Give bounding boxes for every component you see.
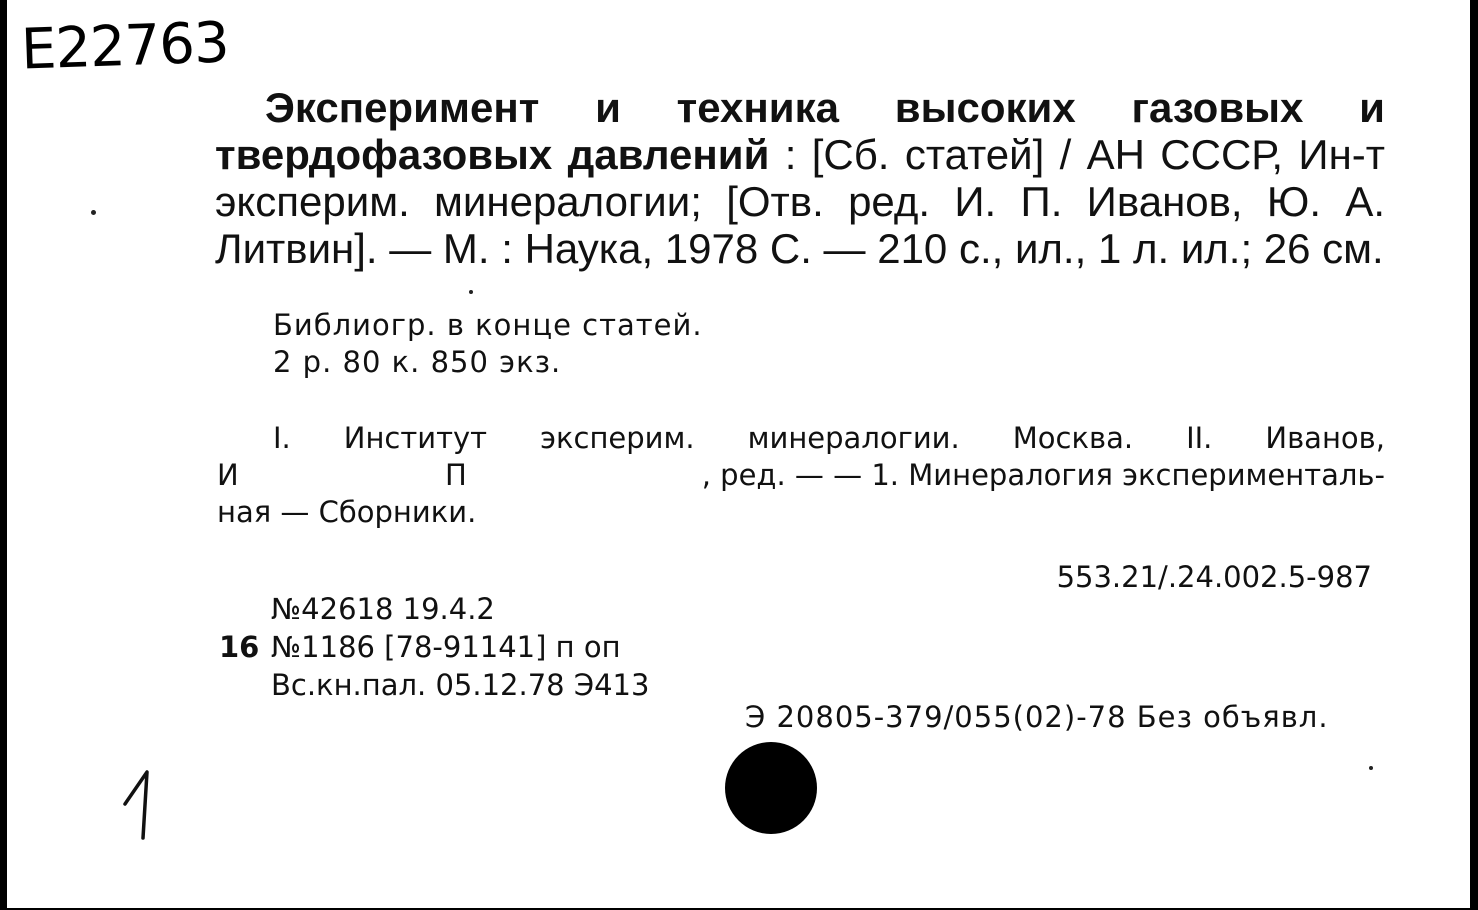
- price-line: Э 20805-379/055(02)-78 Без объявл.: [745, 700, 1329, 734]
- tracing-word: I.: [273, 421, 291, 455]
- ink-speck: [1369, 766, 1373, 770]
- initial-p: П: [445, 458, 467, 492]
- ink-speck: [469, 290, 473, 294]
- udc-number: 553.21/.24.002.5-987: [1056, 560, 1372, 594]
- tech-line: №42618 19.4.2: [271, 592, 495, 626]
- price-circulation-note: 2 р. 80 к. 850 экз.: [273, 345, 562, 379]
- book-title: Эксперимент и техника высоких газовых и твердофазовых давлений: [215, 84, 1385, 178]
- call-number: E22763: [19, 10, 230, 83]
- publication-details: : [Сб. статей] / АН СССР, Ин-т эксперим. минералогии; [Отв. ред. И. П. Иванов, Ю. А. Литвин]. — М. : Наука, 1978 С. — 210 с., ил., 1 л. ил.; 26 см.: [215, 131, 1385, 272]
- tracing-line-2: [217, 457, 1385, 494]
- tracing-line-1: [217, 420, 1385, 457]
- technical-data: [219, 590, 649, 704]
- tracing-line-3: ная — Сборники.: [217, 495, 477, 529]
- catalog-card: [4, 0, 1470, 908]
- bibliography-note: Библиогр. в конце статей.: [273, 308, 703, 342]
- tracings: [217, 420, 1385, 531]
- tracing-word: минералогии.: [747, 421, 960, 455]
- tech-line: Вс.кн.пал. 05.12.78 Э413: [271, 668, 650, 702]
- subject-heading: , ред. — — 1. Минералогия эксперименталь-: [701, 458, 1385, 492]
- punch-hole: [725, 742, 817, 834]
- ink-speck: [91, 210, 96, 215]
- initial-i: И: [217, 458, 239, 492]
- tracing-word: эксперим.: [540, 421, 695, 455]
- tracing-word: Иванов,: [1265, 421, 1385, 455]
- tech-line: 16 №1186 [78-91141] п оп: [219, 630, 621, 664]
- bibliographic-entry: [215, 84, 1385, 272]
- tracing-word: II.: [1186, 421, 1213, 455]
- card-edge: [1470, 0, 1478, 910]
- handwritten-mark-icon: [119, 768, 169, 848]
- tracing-word: Москва.: [1012, 421, 1134, 455]
- tracing-word: Институт: [343, 421, 488, 455]
